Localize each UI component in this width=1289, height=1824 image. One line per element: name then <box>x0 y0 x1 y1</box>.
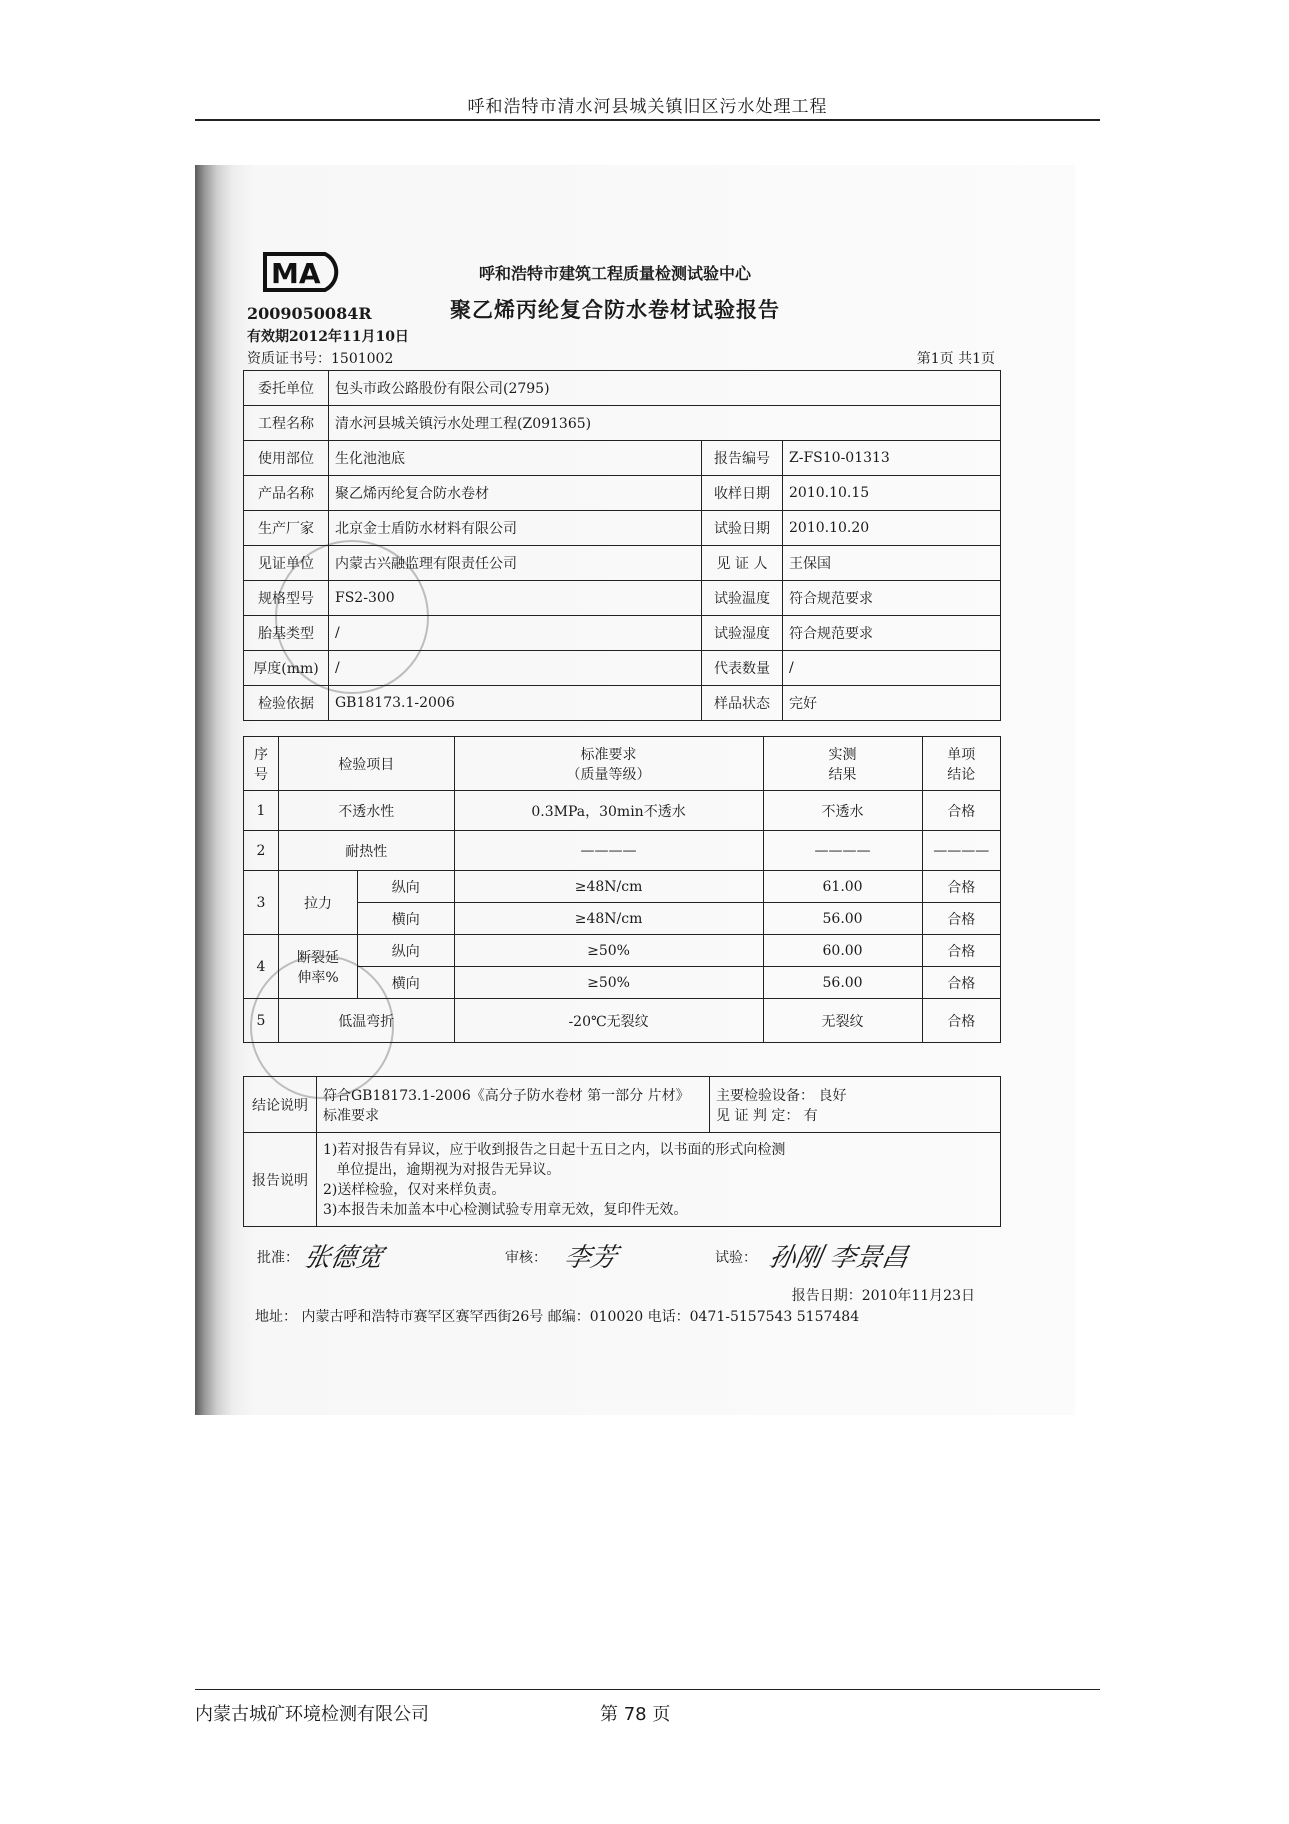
test-signature: 孙刚 李景昌 <box>766 1243 911 1273</box>
temp-label: 试验温度 <box>702 581 783 616</box>
test-date-value: 2010.10.20 <box>783 511 1001 546</box>
conclusion-table <box>243 1076 1001 1227</box>
address-line: 地址： 内蒙古呼和浩特市赛罕区赛罕西街26号 邮编：010020 电话：0471-5157543 5157484 <box>255 1309 860 1325</box>
project-label: 工程名称 <box>244 406 329 441</box>
base-value: / <box>329 616 702 651</box>
table-row: 横向 ≥50% 56.00 合格 <box>244 967 1001 999</box>
review-label: 审核： <box>505 1250 547 1266</box>
thickness-value: / <box>329 651 702 686</box>
note-line: 单位提出，逾期视为对报告无异议。 <box>323 1161 561 1178</box>
table-row: 2 耐热性 ———— ———— ———— <box>244 831 1001 871</box>
test-label: 试验： <box>715 1250 757 1266</box>
notes <box>317 1133 1001 1227</box>
equipment-and-witness <box>710 1077 1001 1133</box>
qualification-number: 资质证书号：1501002 <box>247 351 394 367</box>
col-header-result: 实测 结果 <box>763 737 922 791</box>
test-date-label: 试验日期 <box>702 511 783 546</box>
witness-unit-label: 见证单位 <box>244 546 329 581</box>
info-table <box>243 370 1001 721</box>
position-label: 使用部位 <box>244 441 329 476</box>
table-row: 4 断裂延 伸率% 纵向 ≥50% 60.00 合格 <box>244 935 1001 967</box>
table-row: 3 拉力 纵向 ≥48N/cm 61.00 合格 <box>244 871 1001 903</box>
basis-value: GB18173.1-2006 <box>329 686 702 721</box>
spec-value: FS2-300 <box>329 581 702 616</box>
product-value: 聚乙烯丙纶复合防水卷材 <box>329 476 702 511</box>
temp-value: 符合规范要求 <box>783 581 1001 616</box>
product-label: 产品名称 <box>244 476 329 511</box>
witness-unit-value: 内蒙古兴融监理有限责任公司 <box>329 546 702 581</box>
cma-logo-text: MA <box>271 257 321 290</box>
report-no-value: Z-FS10-01313 <box>783 441 1001 476</box>
review-signature: 李芳 <box>561 1243 620 1273</box>
spec-label: 规格型号 <box>244 581 329 616</box>
col-header-no: 序号 <box>244 737 279 791</box>
cma-logo <box>255 250 347 294</box>
col-header-requirement: 标准要求 （质量等级） <box>454 737 763 791</box>
approve-signature: 张德宽 <box>301 1243 386 1273</box>
table-row: 1 不透水性 0.3MPa，30min不透水 不透水 合格 <box>244 791 1001 831</box>
humidity-label: 试验湿度 <box>702 616 783 651</box>
col-header-item: 检验项目 <box>279 737 455 791</box>
maker-label: 生产厂家 <box>244 511 329 546</box>
position-value: 生化池池底 <box>329 441 702 476</box>
maker-value: 北京金士盾防水材料有限公司 <box>329 511 702 546</box>
report-title: 聚乙烯丙纶复合防水卷材试验报告 <box>450 297 780 322</box>
table-row: 5 低温弯折 -20℃无裂纹 无裂纹 合格 <box>244 999 1001 1043</box>
project-value: 清水河县城关镇污水处理工程(Z091365) <box>329 406 1001 441</box>
org-name: 呼和浩特市建筑工程质量检测试验中心 <box>478 264 751 283</box>
table-row: 横向 ≥48N/cm 56.00 合格 <box>244 903 1001 935</box>
notes-label: 报告说明 <box>244 1133 317 1227</box>
state-label: 样品状态 <box>702 686 783 721</box>
footer-divider <box>195 1689 1100 1690</box>
base-label: 胎基类型 <box>244 616 329 651</box>
witness-judge-text: 见 证 判 定： 有 <box>716 1107 818 1124</box>
note-line: 3)本报告未加盖本中心检测试验专用章无效，复印件无效。 <box>323 1201 688 1218</box>
humidity-value: 符合规范要求 <box>783 616 1001 651</box>
client-label: 委托单位 <box>244 371 329 406</box>
received-label: 收样日期 <box>702 476 783 511</box>
conclusion-label: 结论说明 <box>244 1077 317 1133</box>
cert-number: 2009050084R <box>247 304 372 323</box>
note-line: 2)送样检验，仅对来样负责。 <box>323 1181 506 1198</box>
equipment-text: 主要检验设备： 良好 <box>716 1087 847 1104</box>
note-line: 1)若对报告有异议，应于收到报告之日起十五日之内，以书面的形式向检测 <box>323 1141 786 1158</box>
page-header: 呼和浩特市清水河县城关镇旧区污水处理工程 <box>467 97 828 117</box>
state-value: 完好 <box>783 686 1001 721</box>
witness-value: 王保国 <box>783 546 1001 581</box>
footer-page-number: 第 78 页 <box>600 1704 671 1725</box>
header-divider <box>195 119 1100 121</box>
client-value: 包头市政公路股份有限公司(2795) <box>329 371 1001 406</box>
witness-label: 见 证 人 <box>702 546 783 581</box>
approve-label: 批准： <box>257 1250 299 1266</box>
basis-label: 检验依据 <box>244 686 329 721</box>
report-date: 报告日期：2010年11月23日 <box>791 1288 975 1304</box>
conclusion-text: 符合GB18173.1-2006《高分子防水卷材 第一部分 片材》标准要求 <box>317 1077 710 1133</box>
page-info: 第1页 共1页 <box>916 351 995 367</box>
scanned-report <box>195 165 1075 1415</box>
received-value: 2010.10.15 <box>783 476 1001 511</box>
footer-company: 内蒙古城矿环境检测有限公司 <box>195 1704 429 1725</box>
col-header-conclusion: 单项 结论 <box>922 737 1000 791</box>
report-no-label: 报告编号 <box>702 441 783 476</box>
qty-label: 代表数量 <box>702 651 783 686</box>
thickness-label: 厚度(mm) <box>244 651 329 686</box>
test-results-table <box>243 736 1001 1043</box>
valid-until: 有效期2012年11月10日 <box>247 329 409 345</box>
qty-value: / <box>783 651 1001 686</box>
